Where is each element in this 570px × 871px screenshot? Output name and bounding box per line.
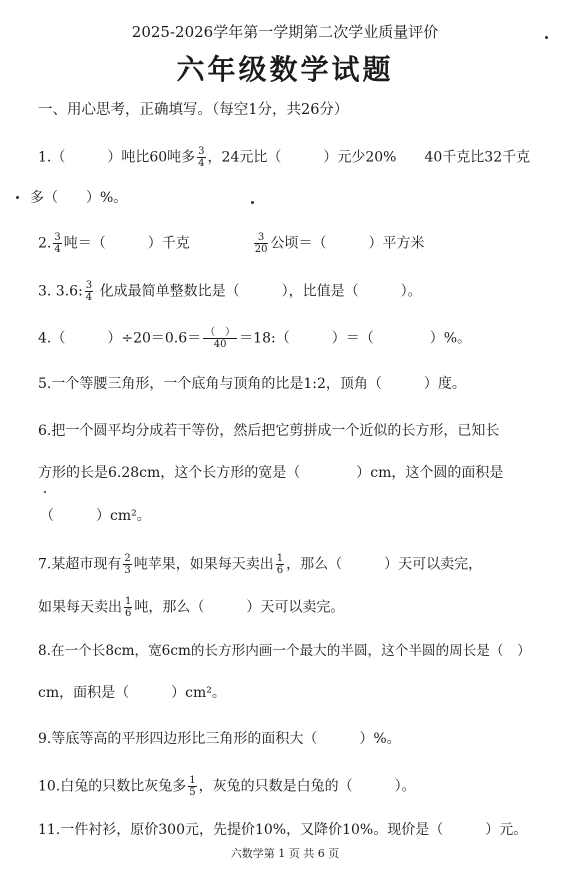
fraction: $\frac{3}{4}$ [54, 232, 61, 255]
question-7-line-1 [38, 553, 482, 576]
question-6-line-2: 方形的长是6.28cm，这个长方形的宽是（ ）cm，这个圆的面积是 [38, 465, 504, 481]
scan-speck [44, 491, 46, 493]
fraction: $\frac{2}{3}$ [124, 553, 131, 576]
question-4 [38, 327, 471, 350]
scan-speck [16, 196, 19, 199]
fraction: $\frac{1}{5}$ [189, 775, 196, 798]
fraction: $\frac{3}{4}$ [85, 280, 93, 303]
fraction: $\frac{1}{6}$ [276, 553, 284, 576]
question-9: 9.等底等高的平形四边形比三角形的面积大（ ）%。 [38, 731, 401, 747]
question-8-line-2: cm，面积是（ ）cm²。 [38, 685, 226, 701]
q1-text-b: ，24元比（ ）元少20% 40千克比32千克 [207, 149, 531, 166]
question-8-line-1: 8.在一个长8cm，宽6cm的长方形内画一个最大的半圆，这个半圆的周长是（ ） [38, 643, 531, 659]
question-2 [38, 232, 424, 255]
fraction: $\frac{3}{4}$ [198, 146, 205, 169]
q7-text-b: 吨苹果，如果每天卖出 [133, 556, 274, 573]
q10-text-a: 10.白兔的只数比灰兔多 [38, 778, 187, 795]
q2-text-b: 公顷＝（ ）平方米 [270, 235, 425, 252]
fraction: $\frac{( )}{40}$ [205, 327, 236, 350]
question-10 [38, 775, 416, 798]
question-6-line-3: （ ）cm²。 [40, 508, 151, 524]
scan-speck [545, 36, 548, 39]
exam-subtitle: 2025-2026学年第一学期第二次学业质量评价 [131, 23, 439, 41]
exam-title: 六年级数学试题 [176, 53, 394, 86]
q4-text-a: 4.（ ）÷20＝0.6＝ [38, 330, 202, 347]
q1-text-a: 1.（ ）吨比60吨多 [38, 149, 196, 166]
fraction: $\frac{1}{6}$ [125, 596, 132, 619]
question-3 [38, 280, 422, 303]
question-6-line-1: 6.把一个圆平均分成若干等份，然后把它剪拼成一个近似的长方形，已知长 [38, 423, 500, 439]
scan-speck [251, 201, 254, 204]
q7-text-d: 如果每天卖出 [38, 599, 122, 616]
fraction: $\frac{3}{20}$ [254, 232, 268, 255]
question-7-line-2 [38, 596, 344, 619]
q2-number: 2. [38, 235, 52, 252]
q7-text-a: 7.某超市现有 [38, 556, 122, 573]
q4-text-b: ＝18:（ ）＝（ ）%。 [239, 330, 472, 347]
question-1-line-2: 多（ ）%。 [30, 190, 128, 206]
page-footer: 六数学第 1 页 共 6 页 [230, 847, 340, 860]
q7-text-e: 吨，那么（ ）天可以卖完。 [134, 599, 345, 616]
q3-text-a: 3. 3.6: [38, 283, 83, 300]
question-5: 5.一个等腰三角形，一个底角与顶角的比是1:2，顶角（ ）度。 [38, 376, 466, 392]
section-heading: 一、用心思考，正确填写。（每空1分，共26分） [38, 102, 349, 118]
q7-text-c: ，那么（ ）天可以卖完， [286, 556, 483, 573]
q3-text-b: 化成最简单整数比是（ ），比值是（ ）。 [95, 283, 422, 300]
q2-text-a: 吨＝（ ）千克 [63, 235, 190, 252]
question-1-line-1 [38, 146, 530, 169]
q10-text-b: ，灰兔的只数是白兔的（ ）。 [198, 778, 416, 795]
question-11: 11.一件衬衫，原价300元，先提价10%，又降价10%。现价是（ ）元。 [38, 822, 528, 838]
